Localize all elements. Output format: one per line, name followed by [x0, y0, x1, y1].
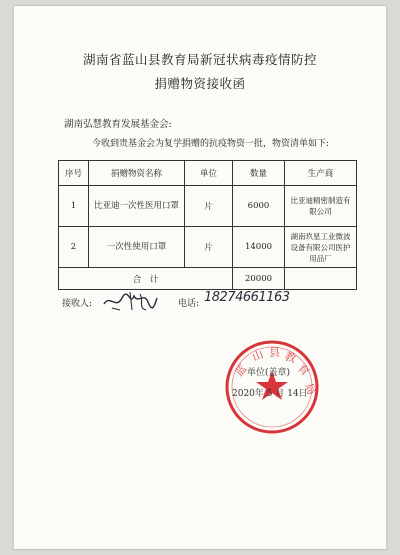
row-qty: 6000	[233, 186, 285, 227]
intro-text: 今收到贵基金会为复学捐赠的抗疫物资一批，物资清单如下:	[92, 139, 330, 149]
phone-number: 18274661163	[204, 290, 290, 305]
donation-table	[58, 160, 357, 290]
table-row	[59, 186, 357, 227]
receipt-date: 2020年 5 月 14日	[232, 389, 308, 399]
document-title-line2: 捐赠物资接收函	[154, 76, 246, 91]
row-item-name: 比亚迪一次性医用口罩	[89, 186, 185, 227]
addressee: 湖南弘慧教育发展基金会:	[64, 119, 172, 130]
row-qty: 14000	[233, 227, 285, 268]
svg-text:蓝: 蓝	[232, 362, 250, 380]
header-qty: 数量	[233, 161, 285, 186]
svg-text:局: 局	[302, 381, 319, 397]
header-name: 捐赠物资名称	[89, 161, 185, 186]
unit-stamp-label: 单位(盖章)	[247, 368, 291, 378]
receiver-label: 接收人:	[62, 299, 93, 309]
total-value: 20000	[233, 268, 285, 290]
row-item-name: 一次性使用口罩	[89, 227, 185, 268]
receiver-signature	[100, 286, 160, 316]
row-no: 1	[59, 186, 89, 227]
row-maker: 湖南玖星工业微波设备有限公司医护用品厂	[285, 227, 357, 268]
table-header-row	[59, 161, 357, 186]
header-no: 序号	[59, 161, 89, 186]
row-maker: 比亚迪精密制造有限公司	[285, 186, 357, 227]
svg-text:教: 教	[282, 349, 298, 366]
table-row	[59, 227, 357, 268]
header-unit: 单位	[185, 161, 233, 186]
total-label: 合 计	[59, 268, 233, 290]
row-unit: 片	[185, 186, 233, 227]
total-empty-cell	[285, 268, 357, 290]
row-unit: 片	[185, 227, 233, 268]
header-maker: 生产商	[285, 161, 357, 186]
svg-text:育: 育	[294, 361, 312, 379]
row-no: 2	[59, 227, 89, 268]
document-title-line1: 湖南省蓝山县教育局新冠状病毒疫情防控	[82, 52, 317, 67]
svg-text:县: 县	[269, 346, 280, 359]
phone-label: 电话:	[178, 299, 200, 309]
svg-text:山: 山	[250, 347, 266, 364]
